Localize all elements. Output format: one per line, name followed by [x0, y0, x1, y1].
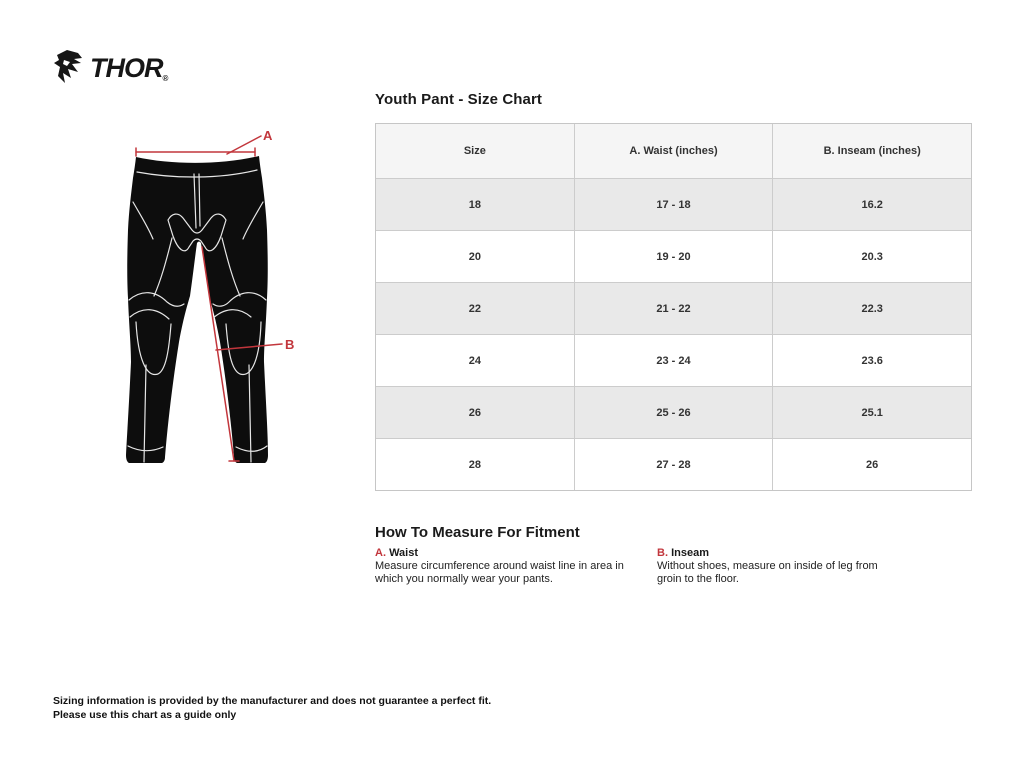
- thor-goat-icon: [54, 50, 86, 86]
- cell-inseam: 25.1: [861, 406, 883, 419]
- measure-inseam-prefix: B.: [657, 547, 668, 559]
- registered-mark: ®: [162, 74, 169, 83]
- table-row: [376, 386, 971, 438]
- table-row: [376, 334, 971, 386]
- cell-waist: 19 - 20: [575, 231, 774, 282]
- cell-inseam: 16.2: [861, 198, 883, 211]
- brand-logo: [54, 50, 168, 86]
- cell-waist: 17 - 18: [575, 179, 774, 230]
- cell-size: 22: [376, 283, 575, 334]
- size-chart-table: [375, 123, 972, 491]
- cell-waist: 25 - 26: [575, 387, 774, 438]
- measure-waist-block: [375, 547, 657, 586]
- cell-inseam: 23.6: [861, 354, 883, 367]
- column-header-inseam: B. Inseam (inches): [823, 145, 921, 157]
- column-header-waist: A. Waist (inches): [575, 124, 774, 178]
- cell-inseam: 22.3: [861, 302, 883, 315]
- size-chart-title: Youth Pant - Size Chart: [375, 91, 543, 108]
- cell-size: 28: [376, 439, 575, 490]
- measure-inseam-block: [657, 547, 917, 586]
- column-header-size: Size: [376, 124, 575, 178]
- disclaimer-line-2: Please use this chart as a guide only: [53, 709, 237, 721]
- cell-inseam: 26: [866, 458, 879, 471]
- table-row: [376, 178, 971, 230]
- how-to-measure-section: [375, 524, 975, 586]
- cell-waist: 23 - 24: [575, 335, 774, 386]
- cell-size: 24: [376, 335, 575, 386]
- cell-size: 18: [376, 179, 575, 230]
- how-to-measure-title: How To Measure For Fitment: [375, 524, 580, 541]
- cell-waist: 27 - 28: [575, 439, 774, 490]
- label-a: A: [263, 128, 273, 143]
- measure-waist-name: Waist: [389, 547, 418, 559]
- disclaimer: [53, 694, 491, 722]
- measure-waist-label: [375, 547, 657, 559]
- disclaimer-line-1: Sizing information is provided by the manufacturer and does not guarantee a perfect fit.: [53, 695, 492, 707]
- measure-inseam-label: [657, 547, 917, 559]
- measure-inseam-name: Inseam: [671, 547, 709, 559]
- table-row: [376, 438, 971, 490]
- measure-inseam-description: Without shoes, measure on inside of leg from groin to the floor.: [657, 560, 878, 585]
- cell-size: 26: [376, 387, 575, 438]
- cell-waist: 21 - 22: [575, 283, 774, 334]
- measure-waist-prefix: A.: [375, 547, 386, 559]
- pants-diagram: [100, 110, 330, 502]
- table-header-row: [376, 124, 971, 178]
- measure-waist-description: Measure circumference around waist line in area in which you normally wear your pants.: [375, 560, 624, 585]
- label-b: B: [285, 337, 295, 352]
- table-row: [376, 230, 971, 282]
- thor-wordmark: THOR: [90, 52, 163, 83]
- table-row: [376, 282, 971, 334]
- cell-inseam: 20.3: [861, 250, 883, 263]
- cell-size: 20: [376, 231, 575, 282]
